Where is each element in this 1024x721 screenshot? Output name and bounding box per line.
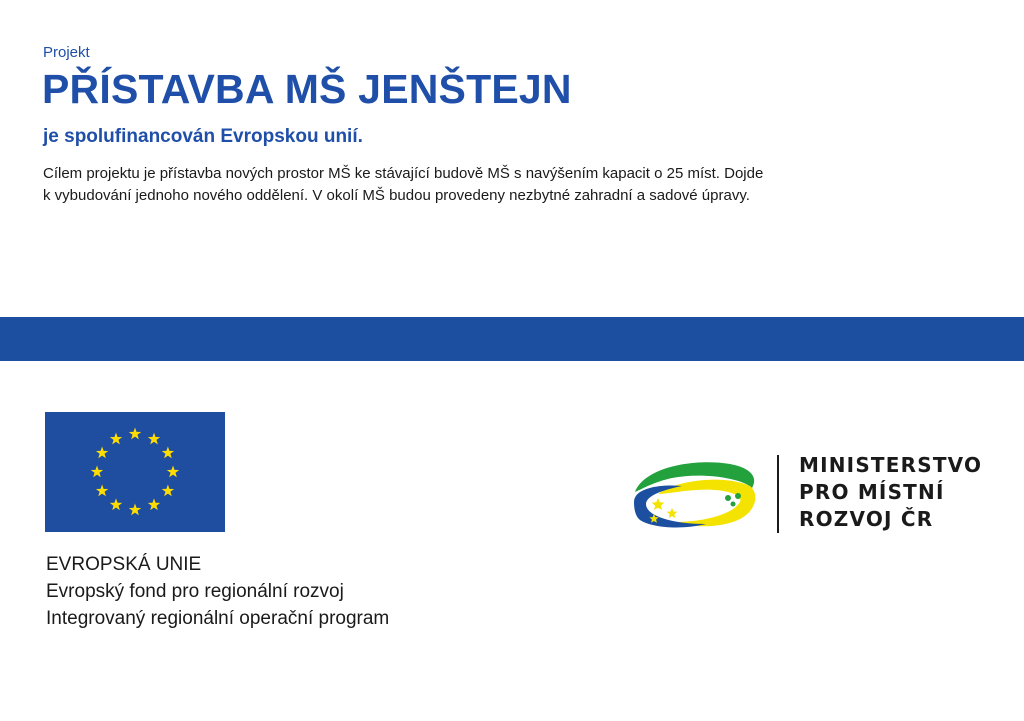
mmr-text-block	[799, 452, 982, 533]
eu-name: EVROPSKÁ UNIE	[46, 554, 202, 575]
eu-text-block	[46, 551, 389, 632]
mmr-logo-star	[667, 508, 678, 518]
description-line: Cílem projektu je přístavba nových prostor MŠ ke stávající budově MŠ s navýšením kapacit o 25 míst. Dojde	[43, 165, 764, 182]
description-line: k vybudování jednoho nového oddělení. V okolí MŠ budou provedeny nezbytné zahradní a sadové úpravy.	[43, 187, 750, 204]
project-description	[43, 163, 903, 207]
mmr-divider	[777, 455, 779, 533]
mmr-logo-star	[652, 498, 665, 510]
eu-fund-name: Evropský fond pro regionální rozvoj	[46, 581, 344, 602]
eu-program-name: Integrovaný regionální operační program	[46, 608, 390, 629]
project-title: PŘÍSTAVBA MŠ JENŠTEJN	[42, 66, 572, 112]
project-subtitle: je spolufinancován Evropskou unií.	[43, 126, 363, 147]
mmr-logo-mark	[731, 502, 736, 507]
mmr-logo-mark	[735, 493, 741, 499]
project-label: Projekt	[43, 44, 90, 61]
mmr-line: PRO MÍSTNÍ	[799, 480, 945, 504]
mmr-logo-icon	[632, 458, 760, 530]
mmr-logo-mark	[725, 495, 731, 501]
blue-band	[0, 317, 1024, 361]
mmr-line: ROZVOJ ČR	[799, 507, 934, 531]
eu-flag-icon	[45, 412, 225, 532]
mmr-line: MINISTERSTVO	[799, 453, 983, 477]
